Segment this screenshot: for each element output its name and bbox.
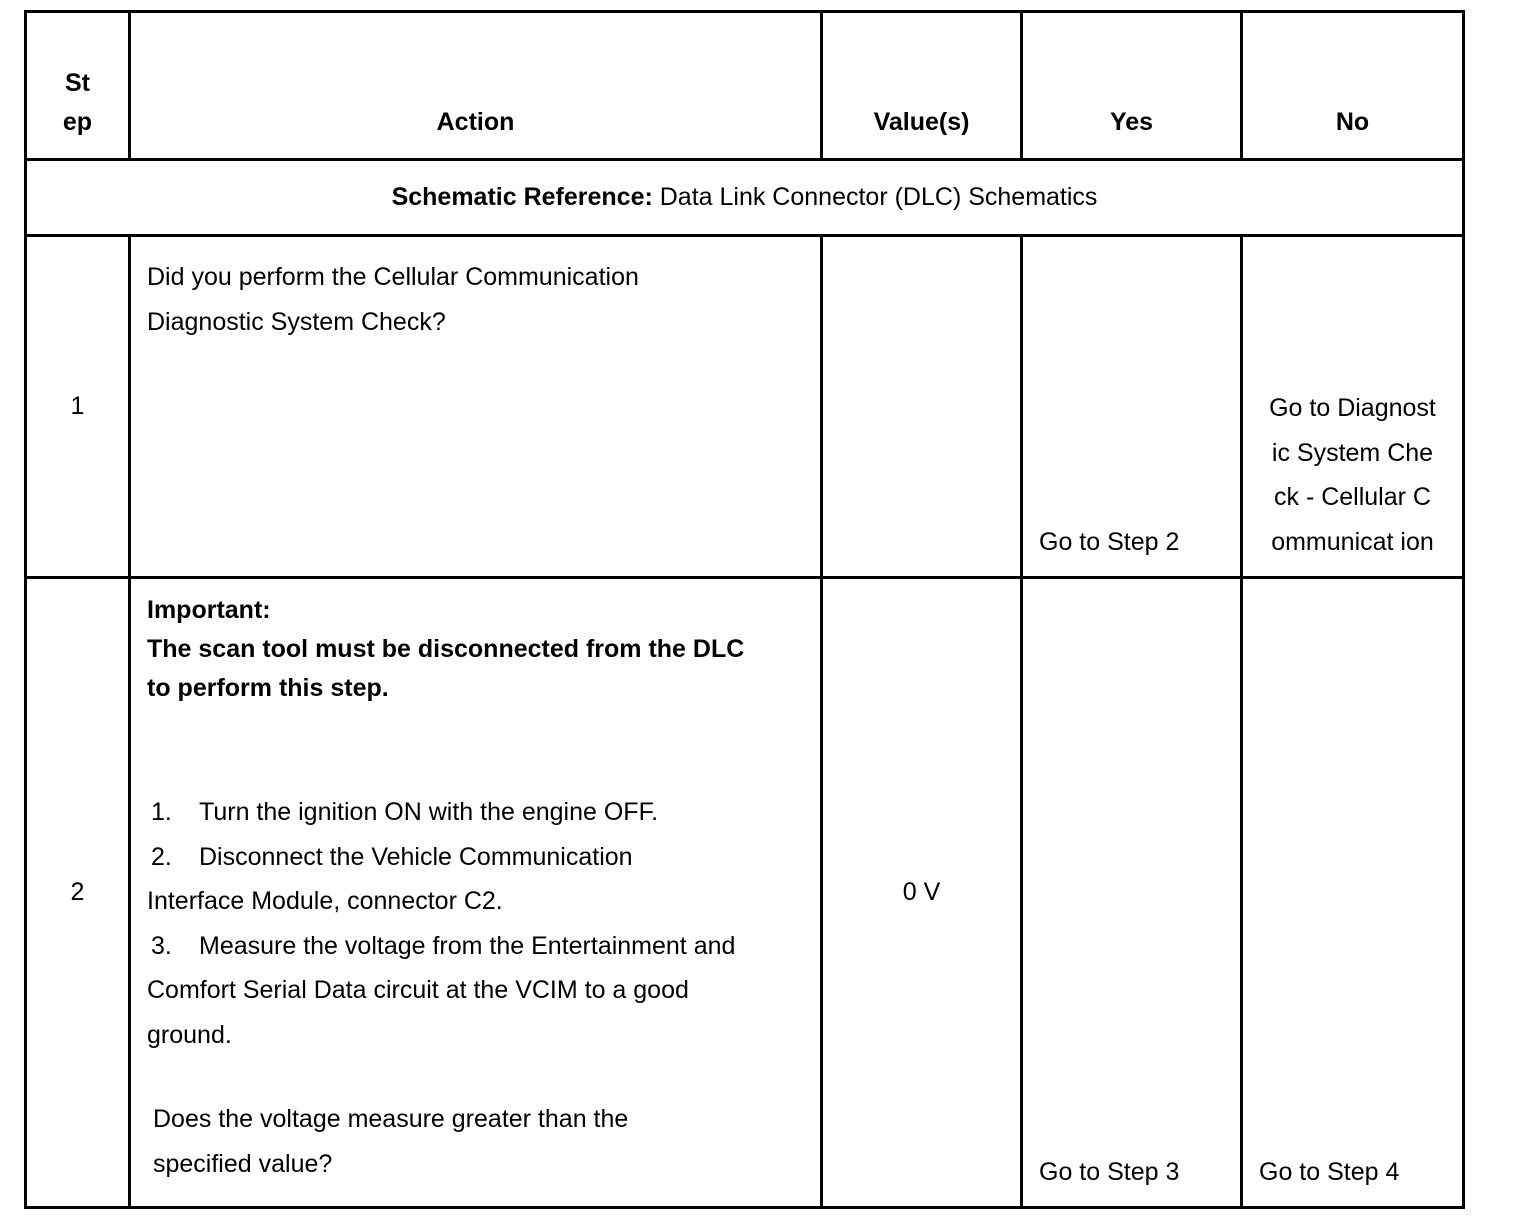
no-link[interactable]	[1242, 236, 1464, 578]
no-link[interactable]: Go to Step 4	[1242, 578, 1464, 1208]
yes-link[interactable]: Go to Step 3	[1022, 578, 1242, 1208]
action-text	[130, 578, 822, 1208]
header-step: St ep	[26, 12, 130, 160]
header-yes: Yes	[1022, 12, 1242, 160]
important-note: The scan tool must be disconnected from the DLC to perform this step.	[147, 635, 745, 702]
schematic-reference-label: Schematic Reference:	[391, 183, 653, 211]
table-row	[26, 236, 1464, 578]
action-text	[130, 236, 822, 578]
schematic-reference-row	[26, 160, 1464, 236]
action-question: Did you perform the Cellular Communication Diagnostic System Check?	[147, 263, 639, 336]
schematic-reference-link[interactable]: Data Link Connector (DLC) Schematics	[659, 183, 1098, 211]
schematic-reference	[26, 160, 1464, 236]
list-item: 1. Turn the ignition ON with the engine OFF.	[151, 798, 659, 826]
no-link-text: Go to Diagnostic System Check - Cellular Communicat ion	[1269, 394, 1436, 556]
value-cell	[822, 236, 1022, 578]
yes-link[interactable]: Go to Step 2	[1022, 236, 1242, 578]
important-label: Important:	[147, 596, 271, 624]
header-row	[26, 12, 1464, 160]
list-item: 3. Measure the voltage from the Entertainment and Comfort Serial Data circuit at the VCIM to a good ground.	[147, 931, 736, 1049]
header-action: Action	[130, 12, 822, 160]
action-question: Does the voltage measure greater than the specified value?	[153, 1105, 629, 1178]
table-row	[26, 578, 1464, 1208]
list-item: 2. Disconnect the Vehicle Communication Interface Module, connector C2.	[147, 842, 633, 915]
step-number: 2	[26, 578, 130, 1208]
header-values: Value(s)	[822, 12, 1022, 160]
header-no: No	[1242, 12, 1464, 160]
step-number: 1	[26, 236, 130, 578]
value-cell: 0 V	[822, 578, 1022, 1208]
diagnostic-table	[24, 10, 1465, 1209]
